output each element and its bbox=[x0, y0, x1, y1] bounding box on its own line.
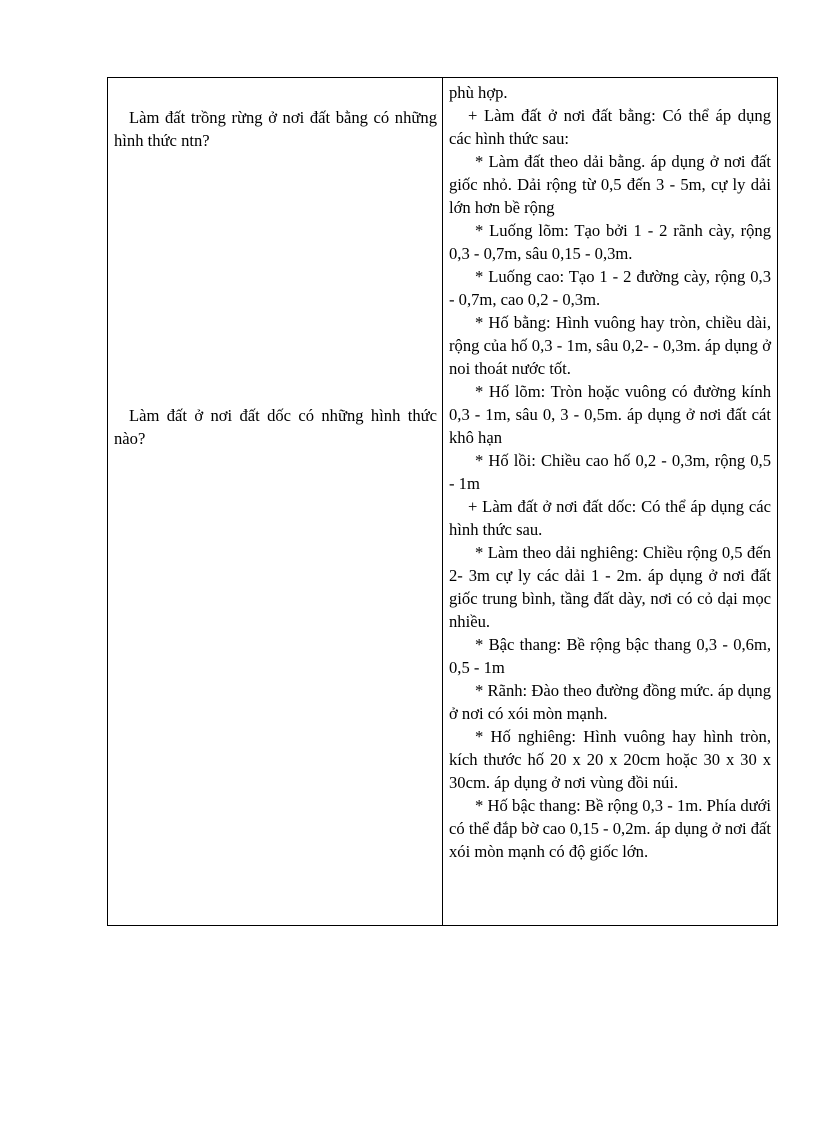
answer-paragraph: * Hố bằng: Hình vuông hay tròn, chiều dài, rộng của hố 0,3 - 1m, sâu 0,2- - 0,3m. áp dụng ở noi thoát nước tốt. bbox=[449, 313, 771, 378]
answer-paragraph: * Hố bậc thang: Bề rộng 0,3 - 1m. Phía dưới có thể đắp bờ cao 0,15 - 0,2m. áp dụng ở nơi đất xói mòn mạnh có độ giốc lớn. bbox=[449, 796, 771, 861]
answer-paragraph: + Làm đất ở nơi đất dốc: Có thể áp dụng các hình thức sau. bbox=[449, 497, 771, 539]
answer-paragraph: * Hố lõm: Tròn hoặc vuông có đường kính 0,3 - 1m, sâu 0, 3 - 0,5m. áp dụng ở nơi đất cát khô hạn bbox=[449, 382, 771, 447]
answer-paragraph: * Làm theo dải nghiêng: Chiều rộng 0,5 đến 2- 3m cự ly các dải 1 - 2m. áp dụng ở nơi đất giốc trung bình, tầng đất dày, nơi có cỏ dại mọc nhiều. bbox=[449, 543, 771, 631]
answer-column bbox=[443, 78, 777, 925]
question-column bbox=[108, 78, 443, 925]
answer-paragraph: * Luống cao: Tạo 1 - 2 đường cày, rộng 0,3 - 0,7m, cao 0,2 - 0,3m. bbox=[449, 267, 771, 309]
answer-paragraph: phù hợp. bbox=[449, 83, 508, 102]
answer-paragraph: * Bậc thang: Bề rộng bậc thang 0,3 - 0,6m, 0,5 - 1m bbox=[449, 635, 771, 677]
answer-paragraph: * Làm đất theo dải bằng. áp dụng ở nơi đất giốc nhỏ. Dải rộng từ 0,5 đến 3 - 5m, cự ly dải lớn hơn bề rộng bbox=[449, 152, 771, 217]
answer-paragraph: * Luống lõm: Tạo bởi 1 - 2 rãnh cày, rộng 0,3 - 0,7m, sâu 0,15 - 0,3m. bbox=[449, 221, 771, 263]
question-sloped-land: Làm đất ở nơi đất dốc có những hình thức nào? bbox=[114, 406, 437, 448]
answer-paragraph: * Hố lồi: Chiều cao hố 0,2 - 0,3m, rộng 0,5 - 1m bbox=[449, 451, 771, 493]
question-flat-land: Làm đất trồng rừng ở nơi đất bằng có những hình thức ntn? bbox=[114, 108, 437, 150]
content-table bbox=[107, 77, 778, 926]
answer-paragraph: + Làm đất ở nơi đất bằng: Có thể áp dụng các hình thức sau: bbox=[449, 106, 771, 148]
answer-paragraph: * Hố nghiêng: Hình vuông hay hình tròn, kích thước hố 20 x 20 x 20cm hoặc 30 x 30 x 30cm. áp dụng ở nơi vùng đồi núi. bbox=[449, 727, 771, 792]
answer-paragraph: * Rãnh: Đào theo đường đồng mức. áp dụng ở nơi có xói mòn mạnh. bbox=[449, 681, 771, 723]
